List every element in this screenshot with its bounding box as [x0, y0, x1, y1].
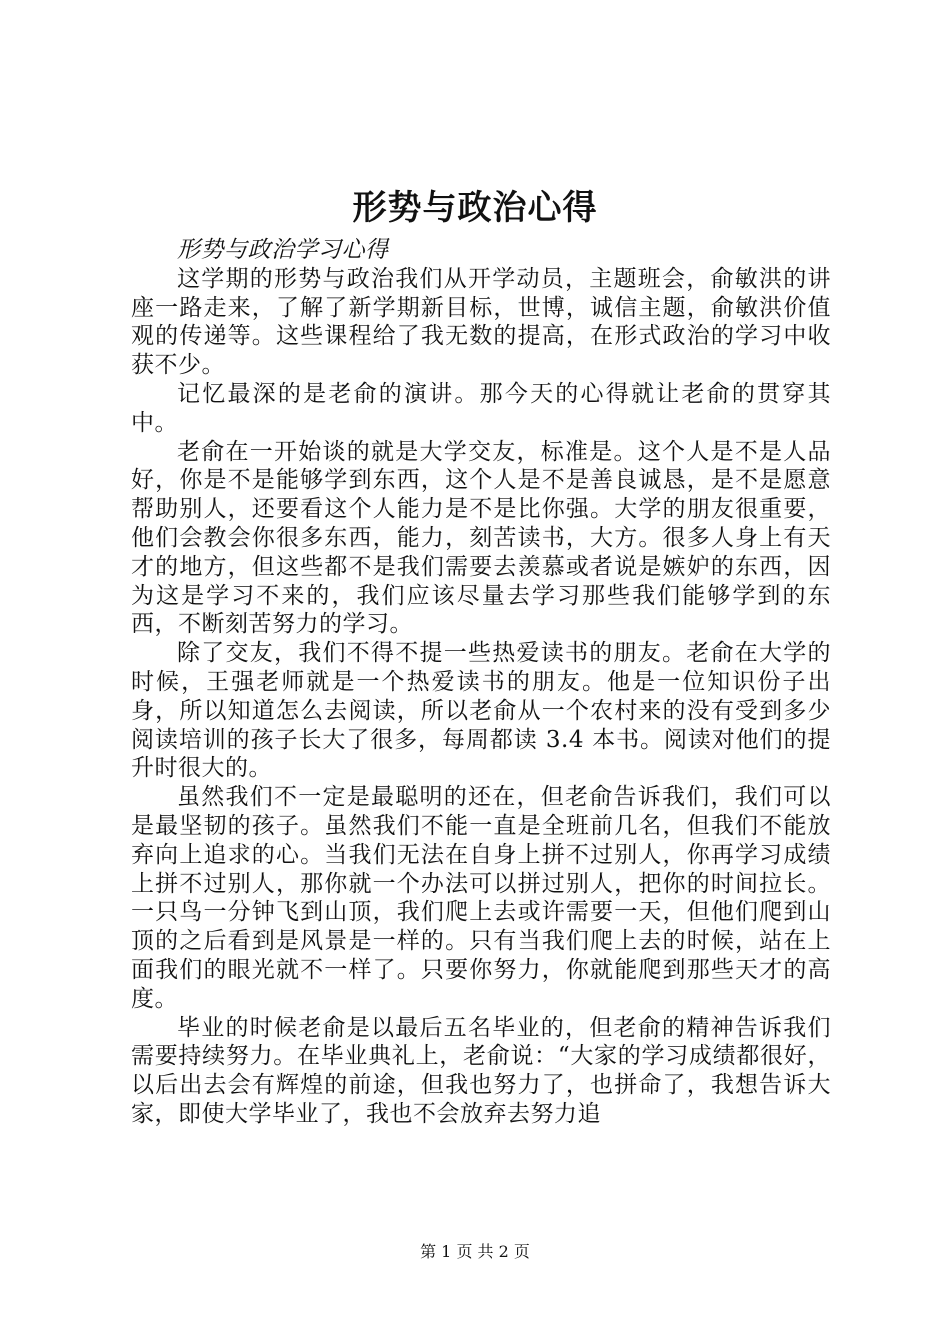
paragraph: 除了交友，我们不得不提一些热爱读书的朋友。老俞在大学的时候，王强老师就是一个热爱读书的朋友。他是一位知识份子出身，所以知道怎么去阅读，所以老俞从一个农村来的没有受到多少阅读培训的孩子长大了很多，每周都读 3.4 本书。阅读对他们的提升时很大的。: [131, 640, 831, 782]
paragraph: 老俞在一开始谈的就是大学交友，标准是。这个人是不是人品好，你是不是能够学到东西，这个人是不是善良诚恳，是不是愿意帮助别人，还要看这个人能力是不是比你强。大学的朋友很重要，他们会教会你很多东西，能力，刻苦读书，大方。很多人身上有天才的地方，但这些都不是我们需要去羡慕或者说是嫉妒的东西，因为这是学习不来的，我们应该尽量去学习那些我们能够学到的东西，不断刻苦努力的学习。: [131, 438, 831, 638]
document-body: [131, 236, 831, 1129]
paragraph: 虽然我们不一定是最聪明的还在，但老俞告诉我们，我们可以是最坚韧的孩子。虽然我们不能一直是全班前几名，但我们不能放弃向上追求的心。当我们无法在自身上拼不过别人，你再学习成绩上拼不过别人，那你就一个办法可以拼过别人，把你的时间拉长。一只鸟一分钟飞到山顶，我们爬上去或许需要一天，但他们爬到山顶的之后看到是风景是一样的。只有当我们爬上去的时候，站在上面我们的眼光就不一样了。只要你努力，你就能爬到那些天才的高度。: [131, 784, 831, 1012]
paragraph: 记忆最深的是老俞的演讲。那今天的心得就让老俞的贯穿其中。: [131, 380, 831, 436]
page-number-footer: 第 1 页 共 2 页: [420, 1242, 530, 1261]
paragraph: 这学期的形势与政治我们从开学动员，主题班会，俞敏洪的讲座一路走来，了解了新学期新目标，世博，诚信主题，俞敏洪价值观的传递等。这些课程给了我无数的提高，在形式政治的学习中收获不少。: [131, 265, 831, 379]
document-subtitle: 形势与政治学习心得: [177, 237, 389, 263]
paragraph: 毕业的时候老俞是以最后五名毕业的，但老俞的精神告诉我们需要持续努力。在毕业典礼上，老俞说：“大家的学习成绩都很好，以后出去会有辉煌的前途，但我也努力了，也拼命了，我想告诉大家，即使大学毕业了，我也不会放弃去努力追: [131, 1014, 831, 1127]
document-title: 形势与政治心得: [352, 188, 598, 228]
